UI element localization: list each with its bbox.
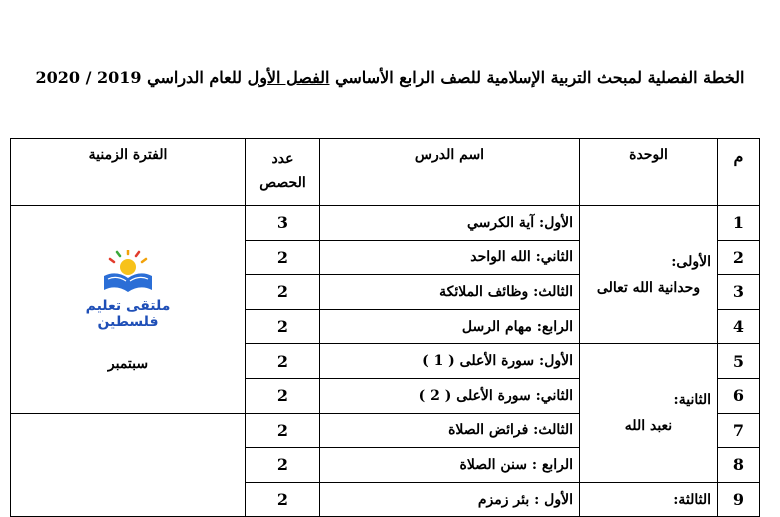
unit-cell [580, 344, 718, 482]
unit-name: نعبد الله [624, 418, 673, 435]
header-count-line2: الحصص [259, 175, 306, 191]
lesson-name: الثاني: سورة الأعلى ( 2 ) [320, 378, 580, 413]
lesson-name: الثاني: الله الواحد [320, 240, 580, 275]
lesson-count: 3 [246, 206, 320, 241]
row-index: 9 [718, 482, 760, 517]
lesson-count: 2 [246, 240, 320, 275]
table-row [11, 206, 760, 241]
unit-label: الأولى: [671, 253, 711, 270]
period-cell-2 [11, 413, 246, 517]
row-index: 2 [718, 240, 760, 275]
book-sun-logo-icon [98, 250, 158, 296]
title-years: 2020 / 2019 [35, 68, 142, 87]
header-lesson: اسم الدرس [320, 139, 580, 206]
header-count [246, 139, 320, 206]
lesson-count: 2 [246, 344, 320, 379]
lesson-name: الأول: آية الكرسي [320, 206, 580, 241]
title-prefix: الخطة الفصلية لمبحث التربية الإسلامية للصف الرابع الأساسي [335, 68, 745, 87]
title-suffix: للعام الدراسي [147, 68, 242, 87]
unit-label: الثالثة: [673, 491, 711, 508]
header-period: الفترة الزمنية [11, 139, 246, 206]
lesson-count: 2 [246, 309, 320, 344]
logo-text: ملتقى تعليم فلسطين [85, 298, 171, 331]
row-index: 6 [718, 378, 760, 413]
lesson-name: الرابع: مهام الرسل [320, 309, 580, 344]
row-index: 5 [718, 344, 760, 379]
row-index: 3 [718, 275, 760, 310]
table-header-row [11, 139, 760, 206]
row-index: 1 [718, 206, 760, 241]
unit-name: وحدانية الله تعالى [596, 279, 701, 296]
page-title [20, 68, 760, 87]
logo [58, 250, 198, 331]
period-month: سبتمبر [107, 356, 149, 373]
row-index: 4 [718, 309, 760, 344]
lesson-name: الأول : بئر زمزم [320, 482, 580, 517]
lesson-count: 2 [246, 413, 320, 448]
header-unit: الوحدة [580, 139, 718, 206]
lesson-count: 2 [246, 275, 320, 310]
header-count-line1: عدد [271, 151, 294, 167]
lesson-name: الثالث: فرائض الصلاة [320, 413, 580, 448]
plan-table [10, 138, 760, 517]
row-index: 7 [718, 413, 760, 448]
title-semester: الفصل الأول [247, 68, 330, 87]
header-index: م [718, 139, 760, 206]
lesson-name: الأول: سورة الأعلى ( 1 ) [320, 344, 580, 379]
period-cell [11, 206, 246, 414]
unit-label: الثانية: [673, 392, 711, 409]
row-index: 8 [718, 448, 760, 483]
lesson-count: 2 [246, 482, 320, 517]
lesson-count: 2 [246, 378, 320, 413]
lesson-count: 2 [246, 448, 320, 483]
lesson-name: الثالث: وظائف الملائكة [320, 275, 580, 310]
unit-cell [580, 206, 718, 344]
lesson-name: الرابع : سنن الصلاة [320, 448, 580, 483]
